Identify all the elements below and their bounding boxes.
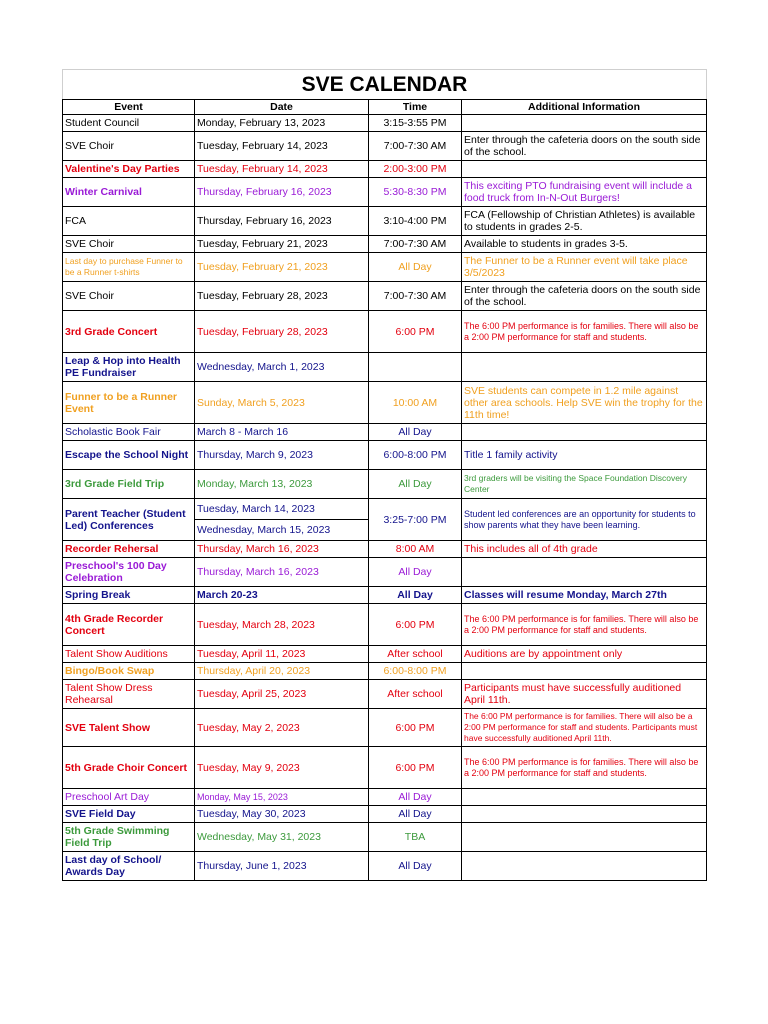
table-row <box>63 236 707 253</box>
info-cell: Classes will resume Monday, March 27th <box>462 587 707 604</box>
table-row <box>63 115 707 132</box>
date-cell: Tuesday, May 30, 2023 <box>195 806 369 823</box>
event-cell: 4th Grade Recorder Concert <box>63 604 195 646</box>
date-cell: Tuesday, May 9, 2023 <box>195 747 369 789</box>
table-row <box>63 311 707 353</box>
event-cell: 5th Grade Choir Concert <box>63 747 195 789</box>
info-cell: Participants must have successfully auditioned April 11th. <box>462 680 707 709</box>
info-cell: The 6:00 PM performance is for families. There will also be a 2:00 PM performance for staff and students. <box>462 604 707 646</box>
info-cell <box>462 789 707 806</box>
event-cell: Winter Carnival <box>63 178 195 207</box>
event-cell: Preschool Art Day <box>63 789 195 806</box>
info-cell: Enter through the cafeteria doors on the south side of the school. <box>462 282 707 311</box>
info-cell <box>462 353 707 382</box>
time-cell: All Day <box>369 424 462 441</box>
info-cell: The 6:00 PM performance is for families. There will also be a 2:00 PM performance for staff and students. <box>462 747 707 789</box>
time-cell: All Day <box>369 558 462 587</box>
event-cell: 3rd Grade Field Trip <box>63 470 195 499</box>
date-cell: Thursday, March 16, 2023 <box>195 541 369 558</box>
info-cell <box>462 558 707 587</box>
info-cell <box>462 663 707 680</box>
date-cell: Tuesday, May 2, 2023 <box>195 709 369 747</box>
time-cell: 3:25-7:00 PM <box>369 499 462 541</box>
calendar-sheet <box>62 69 706 881</box>
time-cell: All Day <box>369 253 462 282</box>
time-cell: All Day <box>369 852 462 881</box>
date-cell: Tuesday, February 21, 2023 <box>195 253 369 282</box>
date-cell: Tuesday, February 14, 2023 <box>195 132 369 161</box>
table-row <box>63 282 707 311</box>
table-row <box>63 178 707 207</box>
event-cell: SVE Talent Show <box>63 709 195 747</box>
info-cell: The Funner to be a Runner event will take place 3/5/2023 <box>462 253 707 282</box>
table-row <box>63 663 707 680</box>
date-cell: Tuesday, March 14, 2023 <box>195 499 369 520</box>
header-info: Additional Information <box>462 100 707 115</box>
info-cell <box>462 806 707 823</box>
table-row <box>63 604 707 646</box>
info-cell <box>462 161 707 178</box>
event-cell: SVE Choir <box>63 282 195 311</box>
date-cell: Tuesday, February 28, 2023 <box>195 282 369 311</box>
time-cell: 3:15-3:55 PM <box>369 115 462 132</box>
info-cell <box>462 852 707 881</box>
event-cell: Spring Break <box>63 587 195 604</box>
title-row <box>63 70 707 100</box>
event-cell: Scholastic Book Fair <box>63 424 195 441</box>
info-cell <box>462 115 707 132</box>
info-cell: SVE students can compete in 1.2 mile against other area schools. Help SVE win the trophy for the 11th time! <box>462 382 707 424</box>
table-row <box>63 253 707 282</box>
header-row <box>63 100 707 115</box>
info-cell: Auditions are by appointment only <box>462 646 707 663</box>
date-cell: Monday, March 13, 2023 <box>195 470 369 499</box>
time-cell: 2:00-3:00 PM <box>369 161 462 178</box>
table-row <box>63 382 707 424</box>
date-cell: March 8 - March 16 <box>195 424 369 441</box>
time-cell: 7:00-7:30 AM <box>369 236 462 253</box>
time-cell: 6:00 PM <box>369 747 462 789</box>
event-cell: Parent Teacher (Student Led) Conferences <box>63 499 195 541</box>
date-cell: Thursday, April 20, 2023 <box>195 663 369 680</box>
time-cell: After school <box>369 680 462 709</box>
time-cell: All Day <box>369 806 462 823</box>
info-cell: This exciting PTO fundraising event will include a food truck from In-N-Out Burgers! <box>462 178 707 207</box>
table-row <box>63 161 707 178</box>
time-cell <box>369 353 462 382</box>
table-row <box>63 353 707 382</box>
info-cell: The 6:00 PM performance is for families. There will also be a 2:00 PM performance for staff and students. <box>462 311 707 353</box>
table-row <box>63 207 707 236</box>
time-cell: 7:00-7:30 AM <box>369 132 462 161</box>
date-cell: Tuesday, February 14, 2023 <box>195 161 369 178</box>
info-cell: Title 1 family activity <box>462 441 707 470</box>
table-row <box>63 852 707 881</box>
time-cell: All Day <box>369 587 462 604</box>
time-cell: All Day <box>369 789 462 806</box>
date-cell: Wednesday, May 31, 2023 <box>195 823 369 852</box>
table-row <box>63 541 707 558</box>
info-cell: Available to students in grades 3-5. <box>462 236 707 253</box>
date-cell: Tuesday, April 11, 2023 <box>195 646 369 663</box>
date-cell: Thursday, February 16, 2023 <box>195 207 369 236</box>
time-cell: 5:30-8:30 PM <box>369 178 462 207</box>
info-cell: FCA (Fellowship of Christian Athletes) is available to students in grades 2-5. <box>462 207 707 236</box>
info-cell: Student led conferences are an opportunity for students to show parents what they have been learning. <box>462 499 707 541</box>
date-cell: Thursday, June 1, 2023 <box>195 852 369 881</box>
event-cell: Last day to purchase Funner to be a Runner t-shirts <box>63 253 195 282</box>
event-cell: Talent Show Dress Rehearsal <box>63 680 195 709</box>
event-cell: SVE Field Day <box>63 806 195 823</box>
info-cell <box>462 823 707 852</box>
time-cell: 7:00-7:30 AM <box>369 282 462 311</box>
date-cell: Thursday, March 9, 2023 <box>195 441 369 470</box>
event-cell: SVE Choir <box>63 236 195 253</box>
table-row <box>63 558 707 587</box>
table-row <box>63 646 707 663</box>
table-row <box>63 823 707 852</box>
table-row <box>63 499 707 520</box>
event-cell: Preschool's 100 Day Celebration <box>63 558 195 587</box>
time-cell: 3:10-4:00 PM <box>369 207 462 236</box>
event-cell: Talent Show Auditions <box>63 646 195 663</box>
event-cell: Escape the School Night <box>63 441 195 470</box>
table-row <box>63 441 707 470</box>
header-date: Date <box>195 100 369 115</box>
table-row <box>63 789 707 806</box>
date-cell: Wednesday, March 1, 2023 <box>195 353 369 382</box>
date-cell: Thursday, March 16, 2023 <box>195 558 369 587</box>
time-cell: 6:00-8:00 PM <box>369 441 462 470</box>
info-cell: The 6:00 PM performance is for families. There will also be a 2:00 PM performance for staff and students. Participants must have successfully auditioned April 11th. <box>462 709 707 747</box>
time-cell: TBA <box>369 823 462 852</box>
time-cell: 6:00-8:00 PM <box>369 663 462 680</box>
table-row <box>63 806 707 823</box>
time-cell: 6:00 PM <box>369 604 462 646</box>
event-cell: Valentine's Day Parties <box>63 161 195 178</box>
event-cell: 5th Grade Swimming Field Trip <box>63 823 195 852</box>
event-cell: Student Council <box>63 115 195 132</box>
info-cell: This includes all of 4th grade <box>462 541 707 558</box>
time-cell: 6:00 PM <box>369 311 462 353</box>
page-title: SVE CALENDAR <box>63 70 707 100</box>
date-cell: Tuesday, April 25, 2023 <box>195 680 369 709</box>
time-cell: 8:00 AM <box>369 541 462 558</box>
date-cell: Sunday, March 5, 2023 <box>195 382 369 424</box>
date-cell: Tuesday, February 28, 2023 <box>195 311 369 353</box>
time-cell: 10:00 AM <box>369 382 462 424</box>
time-cell: After school <box>369 646 462 663</box>
event-cell: Recorder Rehersal <box>63 541 195 558</box>
date-cell: Monday, May 15, 2023 <box>195 789 369 806</box>
table-row <box>63 132 707 161</box>
date-cell: Wednesday, March 15, 2023 <box>195 520 369 541</box>
info-cell <box>462 424 707 441</box>
date-cell: March 20-23 <box>195 587 369 604</box>
info-cell: Enter through the cafeteria doors on the south side of the school. <box>462 132 707 161</box>
date-cell: Tuesday, February 21, 2023 <box>195 236 369 253</box>
info-cell: 3rd graders will be visiting the Space Foundation Discovery Center <box>462 470 707 499</box>
event-cell: FCA <box>63 207 195 236</box>
date-cell: Tuesday, March 28, 2023 <box>195 604 369 646</box>
event-cell: Bingo/Book Swap <box>63 663 195 680</box>
date-cell: Monday, February 13, 2023 <box>195 115 369 132</box>
table-row <box>63 470 707 499</box>
event-cell: 3rd Grade Concert <box>63 311 195 353</box>
table-row <box>63 424 707 441</box>
header-time: Time <box>369 100 462 115</box>
time-cell: All Day <box>369 470 462 499</box>
table-row <box>63 587 707 604</box>
date-cell: Thursday, February 16, 2023 <box>195 178 369 207</box>
event-cell: SVE Choir <box>63 132 195 161</box>
event-cell: Funner to be a Runner Event <box>63 382 195 424</box>
event-cell: Leap & Hop into Health PE Fundraiser <box>63 353 195 382</box>
header-event: Event <box>63 100 195 115</box>
table-row <box>63 747 707 789</box>
time-cell: 6:00 PM <box>369 709 462 747</box>
calendar-table <box>62 69 707 881</box>
table-row <box>63 709 707 747</box>
table-row <box>63 680 707 709</box>
event-cell: Last day of School/ Awards Day <box>63 852 195 881</box>
